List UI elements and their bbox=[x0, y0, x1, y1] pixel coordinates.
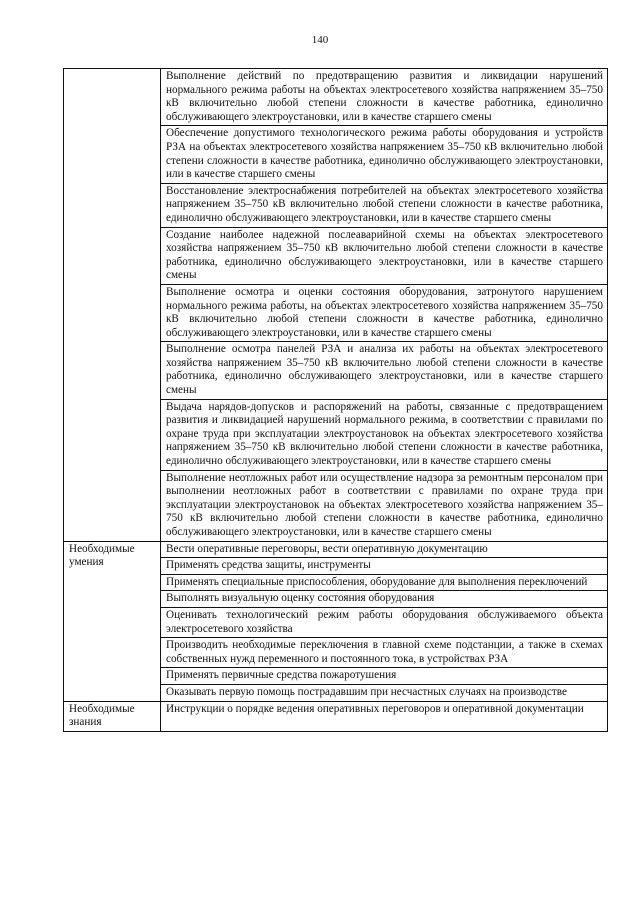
table-row bbox=[64, 541, 608, 558]
skill-cell: Применять первичные средства пожаротушения bbox=[161, 668, 608, 685]
labor-action-cell: Выполнение осмотра панелей РЗА и анализа их работы на объектах электросетевого хозяйства напряжением 35–750 кВ включительно любой степени сложности в качестве работника, единолично обслуживающего электроустановки, или в качестве старшего смены bbox=[161, 342, 608, 399]
skill-cell: Применять средства защиты, инструменты bbox=[161, 558, 608, 575]
labor-action-cell: Обеспечение допустимого технологического режима работы оборудования и устройств РЗА на объектах электросетевого хозяйства напряжением 35–750 кВ включительно любой степени сложности в качестве работника, единолично обслуживающего электроустановки, или в качестве старшего смены bbox=[161, 126, 608, 183]
labor-action-cell: Выдача нарядов-допусков и распоряжений на работы, связанные с предотвращением развития и ликвидацией нарушений нормального режима, в соответствии с правилами по охране труда при эксплуатации электроустановок на объектах электросетевого хозяйства напряжением 35–750 кВ включительно любой степени сложности в качестве работника, единолично обслуживающего электроустановки, или в качестве старшего смены bbox=[161, 399, 608, 470]
labor-action-cell: Восстановление электроснабжения потребителей на объектах электросетевого хозяйства напряжением 35–750 кВ включительно любой степени сложности в качестве работника, единолично обслуживающего электроустановки, или в качестве старшего смены bbox=[161, 183, 608, 227]
skills-label: Необходимые умения bbox=[64, 541, 161, 701]
labor-action-cell: Выполнение действий по предотвращению развития и ликвидации нарушений нормального режима работы на объектах электросетевого хозяйства напряжением 35–750 кВ включительно любой степени сложности в качестве работника, единолично обслуживающего электроустановки, или в качестве старшего смены bbox=[161, 69, 608, 126]
skill-cell: Оценивать технологический режим работы оборудования обслуживаемого объекта электросетевого хозяйства bbox=[161, 607, 608, 637]
knowledge-label: Необходимые знания bbox=[64, 701, 161, 731]
skill-cell: Производить необходимые переключения в главной схеме подстанции, а также в схемах собственных нужд переменного и постоянного тока, в устройствах РЗА bbox=[161, 638, 608, 668]
competency-table bbox=[63, 68, 608, 732]
table-row bbox=[64, 701, 608, 731]
skill-cell: Оказывать первую помощь пострадавшим при несчастных случаях на производстве bbox=[161, 684, 608, 701]
labor-actions-label-cell bbox=[64, 69, 161, 542]
page-number: 140 bbox=[311, 34, 329, 46]
table-row bbox=[64, 69, 608, 126]
skill-cell: Выполнять визуальную оценку состояния оборудования bbox=[161, 591, 608, 608]
skill-cell: Вести оперативные переговоры, вести оперативную документацию bbox=[161, 541, 608, 558]
knowledge-cell: Инструкции о порядке ведения оперативных переговоров и оперативной документации bbox=[161, 701, 608, 731]
labor-action-cell: Выполнение осмотра и оценки состояния оборудования, затронутого нарушением нормального режима работы, на объектах электросетевого хозяйства напряжением 35–750 кВ включительно любой степени сложности в качестве работника, единолично обслуживающего электроустановки, или в качестве старшего смены bbox=[161, 284, 608, 341]
labor-action-cell: Выполнение неотложных работ или осуществление надзора за ремонтным персоналом при выполнении неотложных работ в соответствии с правилами по охране труда при эксплуатации электроустановок на объектах электросетевого хозяйства напряжением 35–750 кВ включительно любой степени сложности в качестве работника, единолично обслуживающего электроустановки, или в качестве старшего смены bbox=[161, 470, 608, 541]
labor-action-cell: Создание наиболее надежной послеаварийной схемы на объектах электросетевого хозяйства напряжением 35–750 кВ включительно любой степени сложности в качестве работника, единолично обслуживающего электроустановки, или в качестве старшего смены bbox=[161, 227, 608, 284]
skill-cell: Применять специальные приспособления, оборудование для выполнения переключений bbox=[161, 574, 608, 591]
